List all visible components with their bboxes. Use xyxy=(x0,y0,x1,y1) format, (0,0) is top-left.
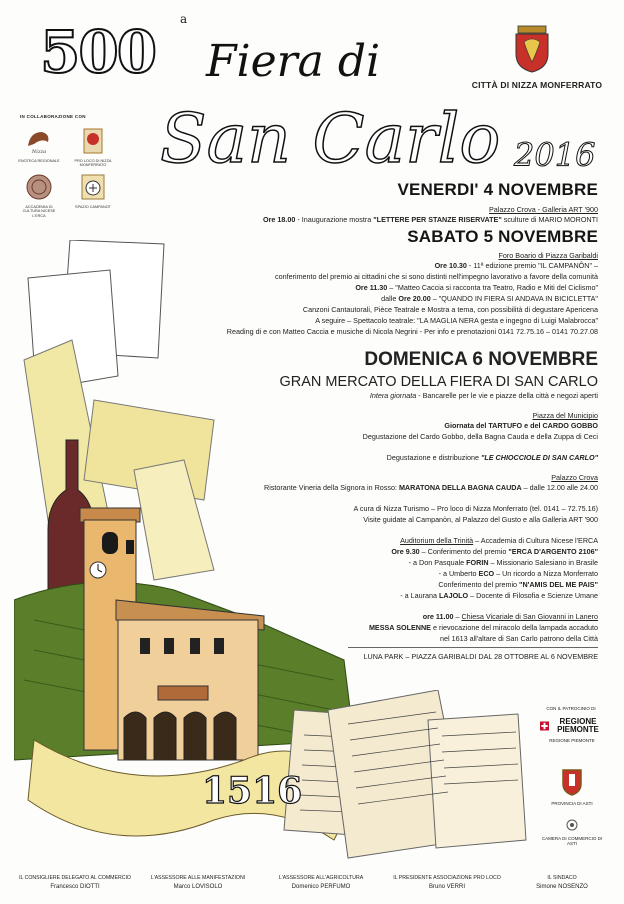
messa-venue: ore 11.00 – Chiesa Vicariale di San Giovanni in Lanero xyxy=(422,612,598,621)
saturday-line-3: Ore 11.30 – "Matteo Caccia si racconta tra Teatro, Radio e Miti del Ciclismo" xyxy=(355,283,598,292)
sunday-intera: Intera giornata - Bancarelle per le vie e piazze della città e negozi aperti xyxy=(369,391,598,400)
sunday-subtitle: GRAN MERCATO DELLA FIERA DI SAN CARLO xyxy=(279,374,598,390)
turismo-line-2: Visite guidate al Campanòn, al Palazzo del Gusto e alla Galleria ART '900 xyxy=(363,515,598,524)
edition-superscript: a xyxy=(180,12,188,26)
signature-agricoltura: L'ASSESSORE ALL'AGRICOLTURA Domenico PERFUMO xyxy=(278,875,364,890)
svg-text:Nizza: Nizza xyxy=(31,149,47,155)
friday-line: Ore 18.00 - Inaugurazione mostra "LETTERE PER STANZE RISERVATE" sculture di MARIO MORONTI xyxy=(262,215,598,224)
trinita-line-3: - a Umberto ECO – Un ricordo a Nizza Monferrato xyxy=(438,569,598,578)
partner-campanot-label: SPAZIO CAMPANOT xyxy=(75,205,111,210)
partner-erca-label: ACCADEMIA DI CULTURA NICESE L'ERCA xyxy=(22,205,56,218)
friday-title: VENERDI' 4 NOVEMBRE xyxy=(397,180,598,199)
signature-sindaco: IL SINDACO Simone NOSENZO xyxy=(536,875,588,890)
divider xyxy=(348,647,598,648)
provincia-crest-icon xyxy=(561,768,583,796)
regione-logo xyxy=(540,718,604,743)
trinita-line-5: - a Laurana LAJOLO – Docente di Filosofia e Scienze Umane xyxy=(400,591,598,600)
partner-proloco-label: PRO LOCO DI NIZZA MONFERRATO xyxy=(74,159,112,168)
sunday-title: DOMENICA 6 NOVEMBRE xyxy=(364,349,598,370)
saturday-line-6: A seguire – Spettacolo teatrale: "LA MAGLIA NERA gesta e ingegno di Luigi Malabrocca" xyxy=(315,316,598,325)
camera-commercio-icon xyxy=(564,819,580,831)
saturday-line-7: Reading di e con Matteo Caccia e musiche di Nicola Negrini - Per info e prenotazioni 0141 72.75.16 – 0141 70.27.08 xyxy=(226,327,598,336)
campanot-logo-icon xyxy=(78,172,108,202)
title-year: 2016 xyxy=(514,136,596,174)
signature-commercio: IL CONSIGLIERE DELEGATO AL COMMERCIO Francesco DIOTTI xyxy=(19,875,131,890)
turismo-line-1: A cura di Nizza Turismo – Pro loco di Nizza Monferrato (tel. 0141 – 72.75.16) xyxy=(353,504,598,513)
signature-proloco: IL PRESIDENTE ASSOCIAZIONE PRO LOCO Bruno VERRI xyxy=(393,875,501,890)
provincia-logo xyxy=(546,768,598,806)
partner-proloco xyxy=(72,126,114,168)
regione-caption: REGIONE PIEMONTE xyxy=(549,738,595,743)
messa-line-1: MESSA SOLENNE e rievocazione del miracolo della lampada accaduto xyxy=(368,623,598,632)
partner-enoteca-label: ENOTECA REGIONALE xyxy=(18,159,60,164)
illustration-date: 1516 xyxy=(202,770,303,812)
camera-name: CAMERA DI COMMERCIO DI ASTI xyxy=(541,836,603,846)
trinita-line-2: - a Don Pasquale FORIN – Missionario Salesiano in Brasile xyxy=(408,558,598,567)
saturday-title: SABATO 5 NOVEMBRE xyxy=(407,227,598,246)
proloco-logo-icon xyxy=(78,126,108,156)
saturday-line-4: dalle Ore 20.00 – "QUANDO IN FIERA SI ANDAVA IN BICICLETTA" xyxy=(381,294,598,303)
friday-venue: Palazzo Crova - Galleria ART '900 xyxy=(489,205,598,214)
trinita-line-4: Conferimento del premio "N'AMIS DEL ME PAIS" xyxy=(438,580,598,589)
collaboration-title: IN COLLABORAZIONE CON xyxy=(20,114,86,119)
patrocinio-intro: CON IL PATROCINIO DI xyxy=(546,706,596,711)
enoteca-logo-icon xyxy=(24,126,54,156)
regione-cross-icon xyxy=(540,719,549,733)
partner-campanot xyxy=(72,172,114,209)
municipio-line-1: Giornata del TARTUFO e del CARDO GOBBO xyxy=(444,421,598,430)
luna-park: LUNA PARK – PIAZZA GARIBALDI DAL 28 OTTOBRE AL 6 NOVEMBRE xyxy=(363,652,598,661)
crova-venue: Palazzo Crova xyxy=(551,473,598,482)
messa-line-2: nel 1613 all'altare di San Carlo patrono della Città xyxy=(440,634,598,643)
city-crest-icon xyxy=(512,24,552,74)
trinita-line-1: Ore 9.30 – Conferimento del premio "ERCA D'ARGENTO 2106" xyxy=(391,547,598,556)
crova-line: Ristorante Vineria della Signora in Rosso: MARATONA DELLA BAGNA CAUDA – dalle 12.00 alle 24.00 xyxy=(264,483,598,492)
municipio-line-2: Degustazione del Cardo Gobbo, della Bagna Cauda e della Zuppa di Ceci xyxy=(362,432,598,441)
saturday-line-1: Ore 10.30 - 11ª edizione premio "IL CAMPANÔN" – xyxy=(434,261,598,270)
provincia-name: PROVINCIA DI ASTI xyxy=(551,801,593,806)
edition-number: 500 xyxy=(40,18,156,86)
trinita-venue: Auditorium della Trinità – Accademia di Cultura Nicese l'ERCA xyxy=(400,536,598,545)
friday-time: Ore 18.00 xyxy=(262,215,296,224)
title-san-carlo: San Carlo xyxy=(160,100,501,179)
municipio-venue: Piazza del Municipio xyxy=(532,411,598,420)
partner-enoteca xyxy=(18,126,60,163)
signature-manifestazioni: L'ASSESSORE ALLE MANIFESTAZIONI Marco LOVISOLO xyxy=(150,875,246,890)
manuscript-scroll-icon xyxy=(318,690,528,860)
title-fiera-di: Fiera di xyxy=(206,36,381,87)
partner-erca xyxy=(18,172,60,218)
camera-logo xyxy=(540,818,604,846)
chiocciole-line: Degustazione e distribuzione "LE CHIOCCIOLE DI SAN CARLO" xyxy=(386,453,598,462)
saturday-line-2: conferimento del premio ai cittadini che si sono distinti nell'impegno lavorativo a favore della comunità xyxy=(275,272,598,281)
saturday-line-5: Canzoni Cantautorali, Pièce Teatrale e Mostra a tema, con possibilità di degustare Apericena xyxy=(302,305,598,314)
city-name: CITTÀ DI NIZZA MONFERRATO xyxy=(471,80,603,90)
regione-name: REGIONE PIEMONTE xyxy=(557,717,599,734)
saturday-venue: Foro Boario di Piazza Garibaldi xyxy=(498,251,598,260)
program xyxy=(158,180,598,662)
erca-logo-icon xyxy=(24,172,54,202)
